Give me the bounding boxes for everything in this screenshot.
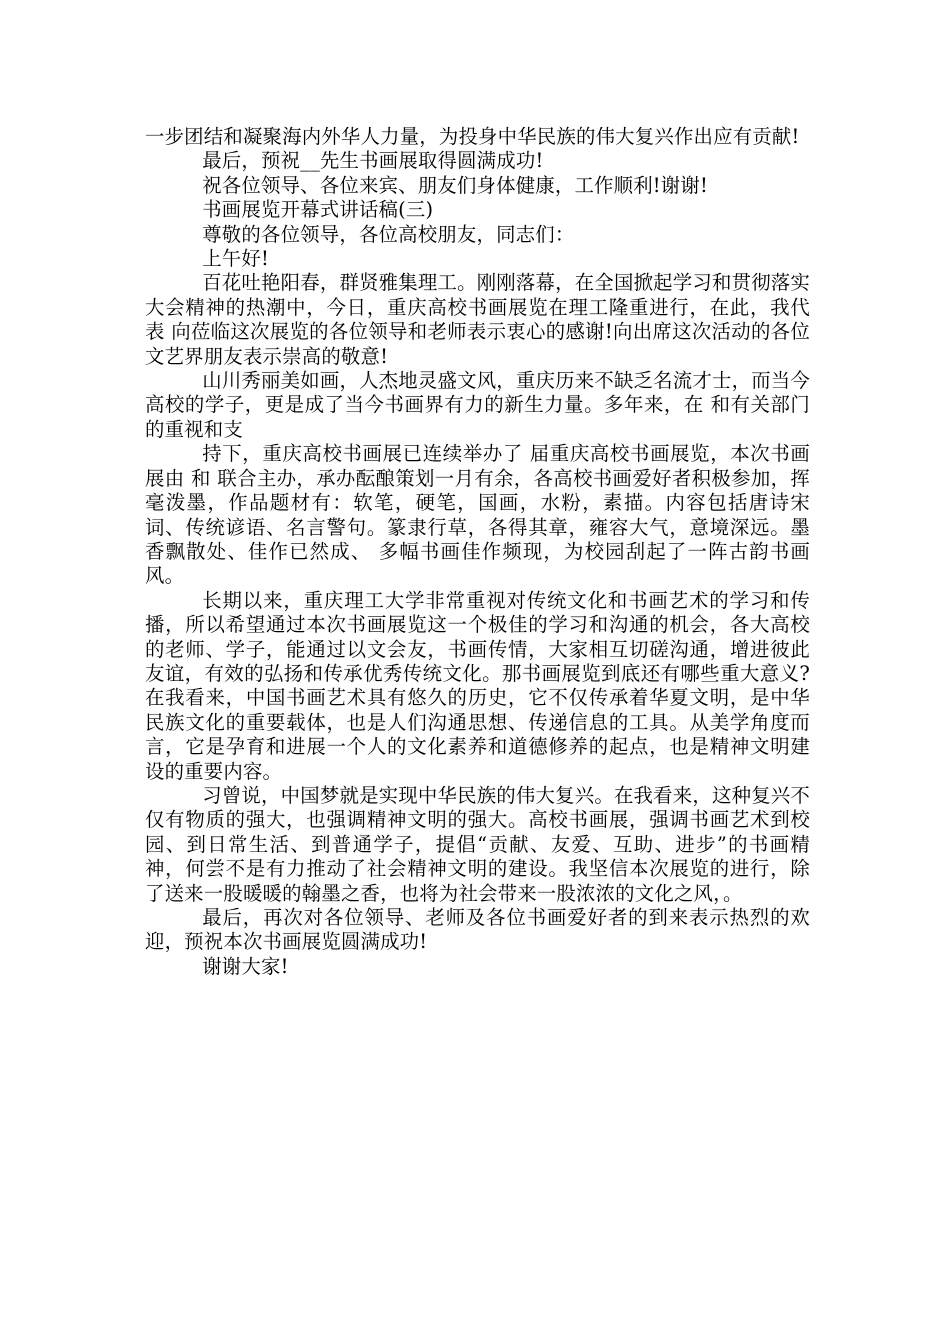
- paragraph-1: 一步团结和凝聚海内外华人力量，为投身中华民族的伟大复兴作出应有贡献!: [145, 125, 800, 148]
- paragraph-10: 长期以来，重庆理工大学非常重视对传统文化和书画艺术的学习和传播，所以希望通过本次书画展览这一个极佳的学习和沟通的机会，各大高校的老师、学子，能通过以文会友，书画传情，大家相互切磋沟通，增进彼此友谊，有效的弘扬和传承优秀传统文化。那书画展览到底还有哪些重大意义?在我看来，中国书画艺术具有悠久的历史，它不仅传承着华夏文明，是中华民族文化的重要载体，也是人们沟通思想、传递信息的工具。从美学角度而言，它是孕育和进展一个人的文化素养和道德修养的起点，也是精神文明建设的重要内容。: [145, 588, 810, 783]
- salutation: 尊敬的各位领导，各位高校朋友，同志们：: [202, 222, 575, 246]
- greeting: 上午好!: [202, 247, 269, 271]
- section-title: 书画展览开幕式讲话稿(三): [202, 198, 434, 222]
- paragraph-9: 持下，重庆高校书画展已连续举办了 届重庆高校书画展览，本次书画展由 和 联合主办，承办酝酿策划一月有余，各高校书画爱好者积极参加，挥毫泼墨，作品题材有：软笔，硬笔，国画，水粉，素描。内容包括唐诗宋词、传统谚语、名言警句。篆隶行草，各得其章，雍容大气，意境深远。墨香飘散处、佳作已然成、 多幅书画佳作频现，为校园刮起了一阵古韵书画风。: [145, 442, 810, 588]
- paragraph-3: 祝各位领导、各位来宾、朋友们身体健康，工作顺利!谢谢!: [202, 173, 708, 197]
- document-page: [145, 125, 810, 979]
- paragraph-11: 习曾说，中国梦就是实现中华民族的伟大复兴。在我看来，这种复兴不仅有物质的强大，也强调精神文明的强大。高校书画展，强调书画艺术到校园、到日常生活、到普通学子，提倡“贡献、友爱、互助、进步”的书画精神，何尝不是有力推动了社会精神文明的建设。我坚信本次展览的进行，除了送来一股暖暖的翰墨之香，也将为社会带来一股浓浓的文化之风，。: [145, 783, 810, 905]
- paragraph-12: 最后，再次对各位领导、老师及各位书画爱好者的到来表示热烈的欢迎，预祝本次书画展览圆满成功!: [145, 906, 810, 954]
- paragraph-2: 最后，预祝__先生书画展取得圆满成功!: [202, 149, 544, 173]
- paragraph-7: 百花吐艳阳春，群贤雅集理工。刚刚落幕，在全国掀起学习和贯彻落实大会精神的热潮中，今日，重庆高校书画展览在理工隆重进行，在此，我代表 向莅临这次展览的各位领导和老师表示衷心的感谢!向出席这次活动的各位文艺界朋友表示崇高的敬意!: [145, 271, 810, 368]
- closing-thanks: 谢谢大家!: [202, 954, 289, 978]
- paragraph-8: 山川秀丽美如画，人杰地灵盛文风，重庆历来不缺乏名流才士，而当今高校的学子，更是成了当今书画界有力的新生力量。多年来，在 和有关部门的重视和支: [145, 369, 810, 441]
